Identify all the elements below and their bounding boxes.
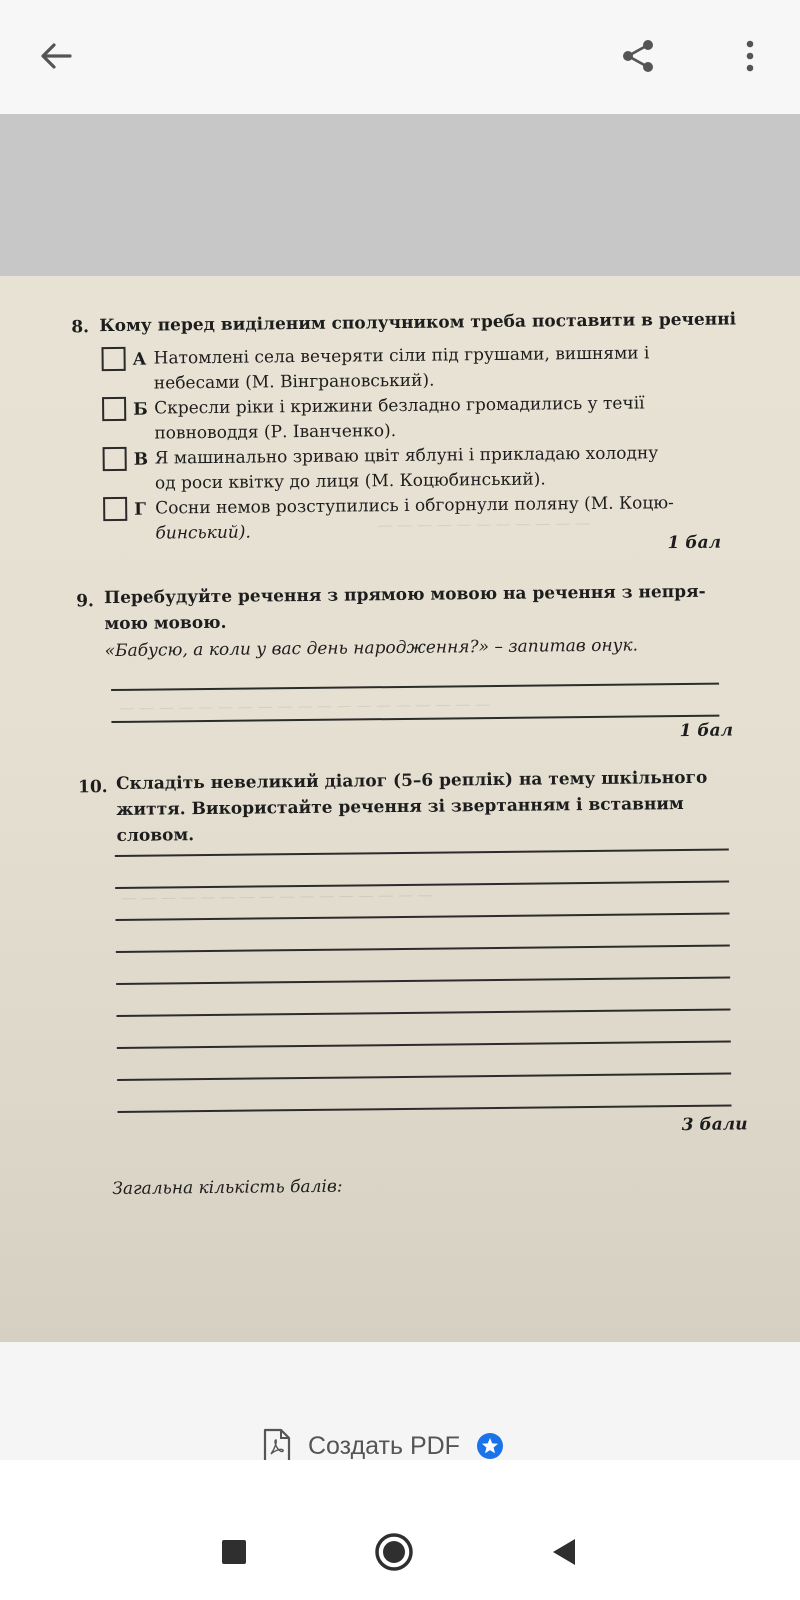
nav-back-button[interactable] — [544, 1532, 584, 1572]
question-9-quote: «Бабусю, а коли у вас день народження?» – запитав онук. — [104, 635, 639, 662]
option-a-checkbox[interactable] — [101, 347, 125, 371]
top-toolbar — [0, 0, 800, 115]
triangle-back-icon — [550, 1537, 578, 1567]
pdf-file-icon — [262, 1428, 292, 1464]
answer-line[interactable] — [117, 1073, 731, 1081]
option-v-line1: Я машинально зриваю цвіт яблуні і прикладаю холодну — [154, 443, 659, 469]
star-badge-icon — [476, 1432, 504, 1460]
back-button[interactable] — [32, 32, 80, 80]
answer-line[interactable] — [116, 1009, 730, 1017]
answer-line[interactable] — [115, 913, 729, 921]
more-vert-icon — [740, 36, 760, 76]
show-through-text: — — — — — — — — — — — — [377, 513, 591, 535]
show-through-text: — — — — — — — — — — — — — — — — — — — — [119, 695, 491, 717]
arrow-left-icon — [36, 36, 76, 76]
home-button[interactable] — [374, 1532, 414, 1572]
option-v-line2: од роси квітку до лиця (М. Коцюбинський). — [154, 469, 546, 494]
recents-button[interactable] — [214, 1532, 254, 1572]
circle-icon — [374, 1532, 414, 1572]
viewer-background — [0, 114, 800, 276]
option-b-line2: повноводдя (Р. Іванченко). — [154, 421, 397, 444]
more-options-button[interactable] — [726, 32, 774, 80]
option-b-checkbox[interactable] — [102, 397, 126, 421]
answer-line[interactable] — [116, 977, 730, 985]
option-a-line2: небесами (М. Вінграновський). — [153, 370, 435, 394]
worksheet-page — [0, 276, 800, 1342]
question-8-text: Кому перед виділеним сполучником треба поставити в реченні — [99, 309, 737, 337]
create-pdf-label: Создать PDF — [308, 1431, 460, 1460]
question-9-number: 9. — [76, 591, 95, 612]
option-b-line1: Скресли ріки і крижини безладно громадились у течії — [154, 393, 645, 419]
answer-line[interactable] — [116, 945, 730, 953]
share-button[interactable] — [614, 32, 662, 80]
option-v-letter: В — [133, 449, 149, 470]
system-nav-bar — [0, 1460, 800, 1600]
option-g-line1: Сосни немов розступились і обгорнули поляну (М. Коцю- — [155, 493, 674, 519]
option-g-letter: Г — [134, 499, 147, 520]
question-10-line1: Складіть невеликий діалог (5–6 реплік) на тему шкільного — [115, 767, 708, 794]
question-9-line1: Перебудуйте речення з прямою мовою на речення з непря- — [104, 581, 706, 609]
answer-line[interactable] — [111, 683, 719, 691]
answer-line[interactable] — [117, 1105, 731, 1113]
question-8-score: 1 бал — [667, 532, 722, 554]
square-icon — [221, 1539, 247, 1565]
total-score-label: Загальна кількість балів: — [112, 1176, 343, 1200]
show-through-text: — — — — — — — — — — — — — — — — — [121, 885, 433, 907]
option-b-letter: Б — [133, 399, 148, 420]
option-g-line2: бинський). — [155, 522, 251, 544]
option-a-letter: А — [132, 349, 147, 370]
question-8-number: 8. — [71, 317, 90, 338]
answer-line[interactable] — [117, 1041, 731, 1049]
question-10-score: 3 бали — [681, 1114, 748, 1136]
option-g-checkbox[interactable] — [103, 497, 127, 521]
question-10-number: 10. — [77, 777, 108, 798]
question-9-score: 1 бал — [679, 720, 734, 742]
share-icon — [618, 36, 658, 76]
question-9-line2: мою мовою. — [104, 612, 227, 635]
option-v-checkbox[interactable] — [103, 447, 127, 471]
document-photo — [0, 276, 800, 1342]
option-a-line1: Натомлені села вечеряти сіли під грушами, вишнями і — [153, 343, 650, 369]
answer-line[interactable] — [115, 849, 729, 857]
question-10-line2: життя. Використайте речення зі звертанням і вставним словом. — [116, 794, 684, 846]
